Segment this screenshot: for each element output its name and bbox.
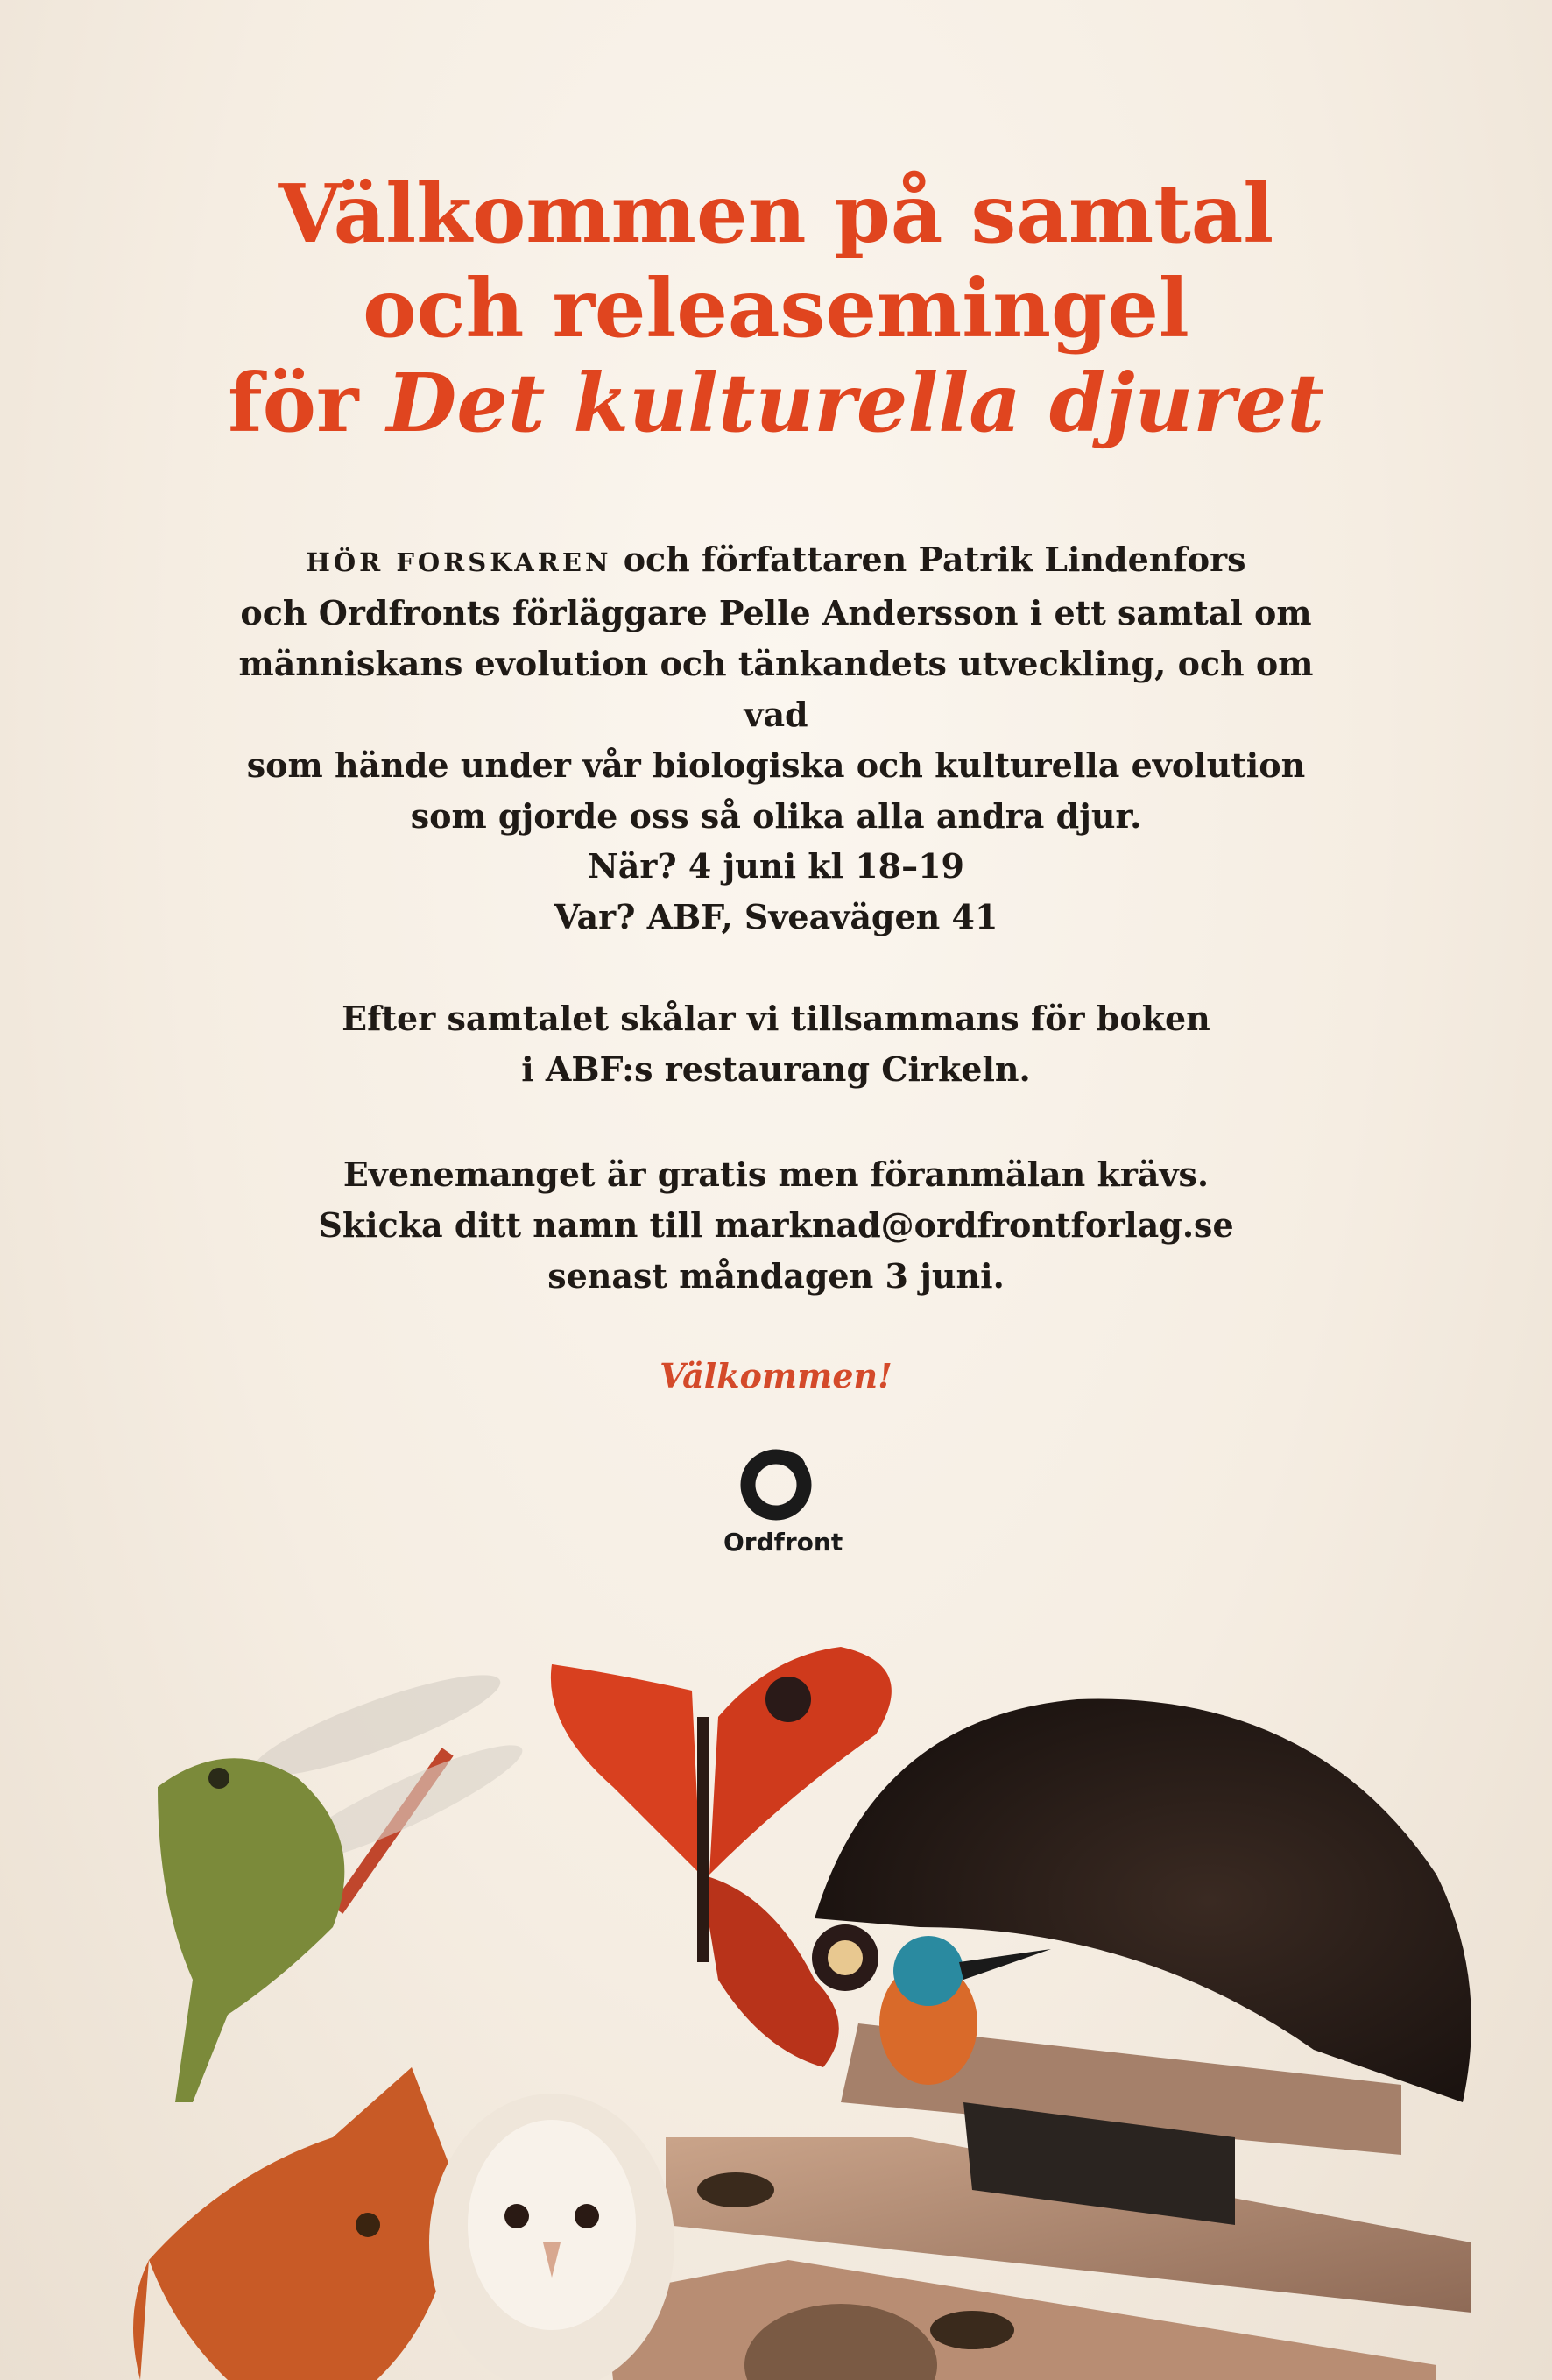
intro-line-1: och författaren Patrik Lindenfors xyxy=(623,540,1246,579)
event-when: När? 4 juni kl 18–19 xyxy=(588,846,964,886)
ordfront-logo xyxy=(723,1445,843,1557)
eye-right xyxy=(930,2311,1014,2349)
registration-line-3: senast måndagen 3 juni. xyxy=(547,1256,1005,1296)
fox xyxy=(133,2067,455,2380)
headline-prefix: för xyxy=(228,356,359,450)
after-line-1: Efter samtalet skålar vi tillsammans för boken xyxy=(342,999,1210,1038)
after-paragraph xyxy=(207,993,1345,1095)
eye-left xyxy=(697,2172,774,2207)
headline-line-2: och releasemingel xyxy=(363,261,1189,356)
headline-line-3 xyxy=(0,356,1552,450)
logo-label: Ordfront xyxy=(723,1528,843,1557)
registration-line-1: Evenemanget är gratis men föranmälan krävs. xyxy=(342,1155,1210,1194)
registration-line-2: Skicka ditt namn till marknad@ordfrontforlag.se xyxy=(318,1205,1234,1245)
event-where: Var? ABF, Sveavägen 41 xyxy=(554,897,998,936)
intro-line-4: som hände under vår biologiska och kulturella evolution xyxy=(246,745,1306,785)
intro-lead: HÖR FORSKAREN xyxy=(306,547,612,577)
intro-paragraph xyxy=(207,534,1345,842)
animal-collage-illustration xyxy=(0,1612,1552,2380)
intro-line-5: som gjorde oss så olika alla andra djur. xyxy=(410,796,1142,836)
book-title: Det kulturella djuret xyxy=(386,356,1324,450)
welcome-text: Välkommen! xyxy=(660,1356,892,1395)
ordfront-circle-icon xyxy=(737,1445,815,1524)
iguana xyxy=(158,1758,344,2102)
event-details xyxy=(207,841,1345,943)
intro-line-2: och Ordfronts förläggare Pelle Andersson i ett samtal om xyxy=(240,593,1312,632)
headline xyxy=(0,166,1552,450)
headline-line-1: Välkommen på samtal xyxy=(278,166,1274,261)
barn-owl xyxy=(429,2094,674,2380)
after-line-2: i ABF:s restaurang Cirkeln. xyxy=(521,1049,1031,1089)
intro-line-3: människans evolution och tänkandets utveckling, och om vad xyxy=(238,644,1314,734)
registration-paragraph xyxy=(207,1149,1345,1302)
